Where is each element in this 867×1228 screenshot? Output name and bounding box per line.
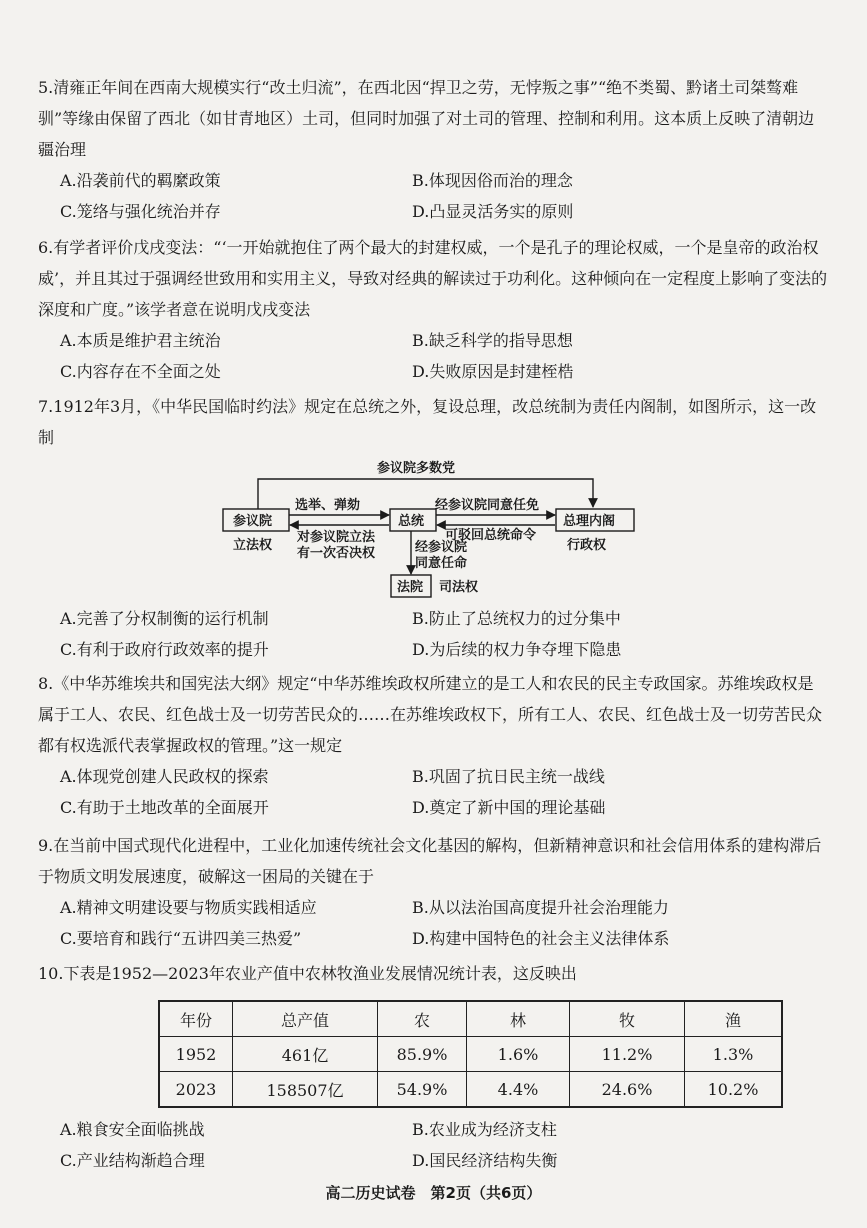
- question-10: [38, 958, 828, 989]
- question-7-option-d[interactable]: D.为后续的权力争夺埋下隐患: [412, 640, 622, 659]
- table-cell: 85.9%: [378, 1037, 467, 1072]
- question-10-option-d[interactable]: D.国民经济结构失衡: [412, 1151, 558, 1170]
- question-7-option-b[interactable]: B.防止了总统权力的过分集中: [412, 609, 621, 628]
- senate-to-president-label: 选举、弹劾: [295, 498, 361, 513]
- cabinet-power-label: 行政权: [567, 538, 607, 553]
- table-row: [159, 1072, 782, 1108]
- question-7-option-a[interactable]: A.完善了分权制衡的运行机制: [60, 609, 269, 628]
- question-10-stem: 10.下表是1952—2023年农业产值中农林牧渔业发展情况统计表，这反映出: [38, 964, 577, 983]
- question-6-stem: 6.有学者评价戊戌变法：“‘一开始就抱住了两个最大的封建权威，一个是孔子的理论权威，一个是皇帝的政治权威’，并且其过于强调经世致用和实用主义，导致对经典的解读过于功利化。这种倾向在一定程度上影响了变法的深度和广度。”该学者意在说明戊戌变法: [38, 238, 828, 319]
- question-5-options-row-2: [38, 196, 828, 227]
- president-to-court-label-1: 经参议院: [415, 540, 468, 555]
- table-cell: 1952: [159, 1037, 233, 1072]
- question-5-option-a[interactable]: A.沿袭前代的羁縻政策: [60, 171, 221, 190]
- question-6-options-row-2: [38, 356, 828, 387]
- table-cell: 158507亿: [233, 1072, 378, 1108]
- question-8-options-row-1: [38, 761, 828, 792]
- question-6-option-b[interactable]: B.缺乏科学的指导思想: [412, 331, 573, 350]
- table-cell: 1.6%: [467, 1037, 570, 1072]
- question-8-option-b[interactable]: B.巩固了抗日民主统一战线: [412, 767, 605, 786]
- table-header-cell: 年份: [159, 1001, 233, 1037]
- question-5-options-row-1: [38, 165, 828, 196]
- senate-power-label: 立法权: [233, 538, 273, 553]
- question-8: [38, 668, 828, 823]
- question-7: [38, 391, 828, 453]
- question-9-option-d[interactable]: D.构建中国特色的社会主义法律体系: [412, 929, 670, 948]
- question-5-option-d[interactable]: D.凸显灵活务实的原则: [412, 202, 574, 221]
- question-8-option-d[interactable]: D.奠定了新中国的理论基础: [412, 798, 606, 817]
- cabinet-label: 总理内阁: [563, 514, 616, 529]
- question-7-options-row-1: [38, 603, 828, 634]
- question-7-options: [38, 603, 828, 665]
- table-header-cell: 总产值: [233, 1001, 378, 1037]
- question-6: [38, 232, 828, 387]
- question-9-options-row-1: [38, 892, 828, 923]
- table-header-row: [159, 1001, 782, 1037]
- table-header-cell: 渔: [685, 1001, 783, 1037]
- question-10-option-b[interactable]: B.农业成为经济支柱: [412, 1120, 557, 1139]
- question-8-option-c[interactable]: C.有助于土地改革的全面展开: [60, 798, 269, 817]
- question-10-option-c[interactable]: C.产业结构渐趋合理: [60, 1151, 205, 1170]
- question-7-options-row-2: [38, 634, 828, 665]
- cabinet-to-president-label: 可驳回总统命令: [445, 528, 537, 543]
- question-6-option-a[interactable]: A.本质是维护君主统治: [60, 331, 221, 350]
- question-6-option-d[interactable]: D.失败原因是封建桎梏: [412, 362, 574, 381]
- diagram-top-label: 参议院多数党: [377, 461, 456, 476]
- question-10-option-a[interactable]: A.粮食安全面临挑战: [60, 1120, 205, 1139]
- table-cell: 1.3%: [685, 1037, 783, 1072]
- power-structure-diagram: [215, 459, 655, 601]
- table-header-cell: 牧: [570, 1001, 685, 1037]
- page-footer: 高二历史试卷 第2页（共6页）: [325, 1184, 542, 1202]
- question-9-stem: 9.在当前中国式现代化进程中，工业化加速传统社会文化基因的解构，但新精神意识和社会信用体系的建构滞后于物质文明发展速度，破解这一困局的关键在于: [38, 836, 822, 886]
- senate-label: 参议院: [233, 514, 273, 529]
- president-to-court-label-2: 同意任命: [415, 556, 468, 571]
- agriculture-stats-table: [158, 1000, 783, 1108]
- question-7-stem: 7.1912年3月，《中华民国临时约法》规定在总统之外，复设总理，改总统制为责任内阁制，如图所示，这一改制: [38, 397, 817, 447]
- question-10-options-row-2: [38, 1145, 828, 1176]
- question-9-option-c[interactable]: C.要培育和践行“五讲四美三热爱”: [60, 929, 302, 948]
- table-cell: 2023: [159, 1072, 233, 1108]
- question-6-options-row-1: [38, 325, 828, 356]
- table-cell: 54.9%: [378, 1072, 467, 1108]
- court-power-label: 司法权: [439, 580, 479, 595]
- table-cell: 11.2%: [570, 1037, 685, 1072]
- president-to-cabinet-label: 经参议院同意任免: [435, 498, 540, 513]
- court-label: 法院: [397, 580, 424, 595]
- president-to-senate-label-2: 有一次否决权: [297, 546, 376, 561]
- question-6-option-c[interactable]: C.内容存在不全面之处: [60, 362, 221, 381]
- question-9-option-b[interactable]: B.从以法治国高度提升社会治理能力: [412, 898, 669, 917]
- question-5-option-b[interactable]: B.体现因俗而治的理念: [412, 171, 573, 190]
- president-to-senate-label-1: 对参议院立法: [297, 530, 376, 545]
- question-8-options-row-2: [38, 792, 828, 823]
- question-8-option-a[interactable]: A.体现党创建人民政权的探索: [60, 767, 269, 786]
- question-8-stem: 8.《中华苏维埃共和国宪法大纲》规定“中华苏维埃政权所建立的是工人和农民的民主专政国家。苏维埃政权是属于工人、农民、红色战士及一切劳苦民众的……在苏维埃政权下，所有工人、农民、红色战士及一切劳苦民众都有权选派代表掌握政权的管理。”这一规定: [38, 674, 823, 755]
- question-7-option-c[interactable]: C.有利于政府行政效率的提升: [60, 640, 269, 659]
- table-header-cell: 林: [467, 1001, 570, 1037]
- table-cell: 10.2%: [685, 1072, 783, 1108]
- table-cell: 4.4%: [467, 1072, 570, 1108]
- question-10-options: [38, 1114, 828, 1176]
- question-9-options-row-2: [38, 923, 828, 954]
- table-cell: 461亿: [233, 1037, 378, 1072]
- table-header-cell: 农: [378, 1001, 467, 1037]
- question-10-options-row-1: [38, 1114, 828, 1145]
- president-label: 总统: [398, 514, 425, 529]
- question-5: [38, 72, 828, 227]
- question-5-option-c[interactable]: C.笼络与强化统治并存: [60, 202, 221, 221]
- question-9: [38, 830, 828, 954]
- question-5-stem: 5.清雍正年间在西南大规模实行“改土归流”，在西北因“捍卫之劳，无悖叛之事”“绝不类蜀、黔诸土司桀骜难驯”等缘由保留了西北（如甘青地区）土司，但同时加强了对土司的管理、控制和利用。这本质上反映了清朝边疆治理: [38, 78, 815, 159]
- table-row: [159, 1037, 782, 1072]
- question-9-option-a[interactable]: A.精神文明建设要与物质实践相适应: [60, 898, 317, 917]
- table-cell: 24.6%: [570, 1072, 685, 1108]
